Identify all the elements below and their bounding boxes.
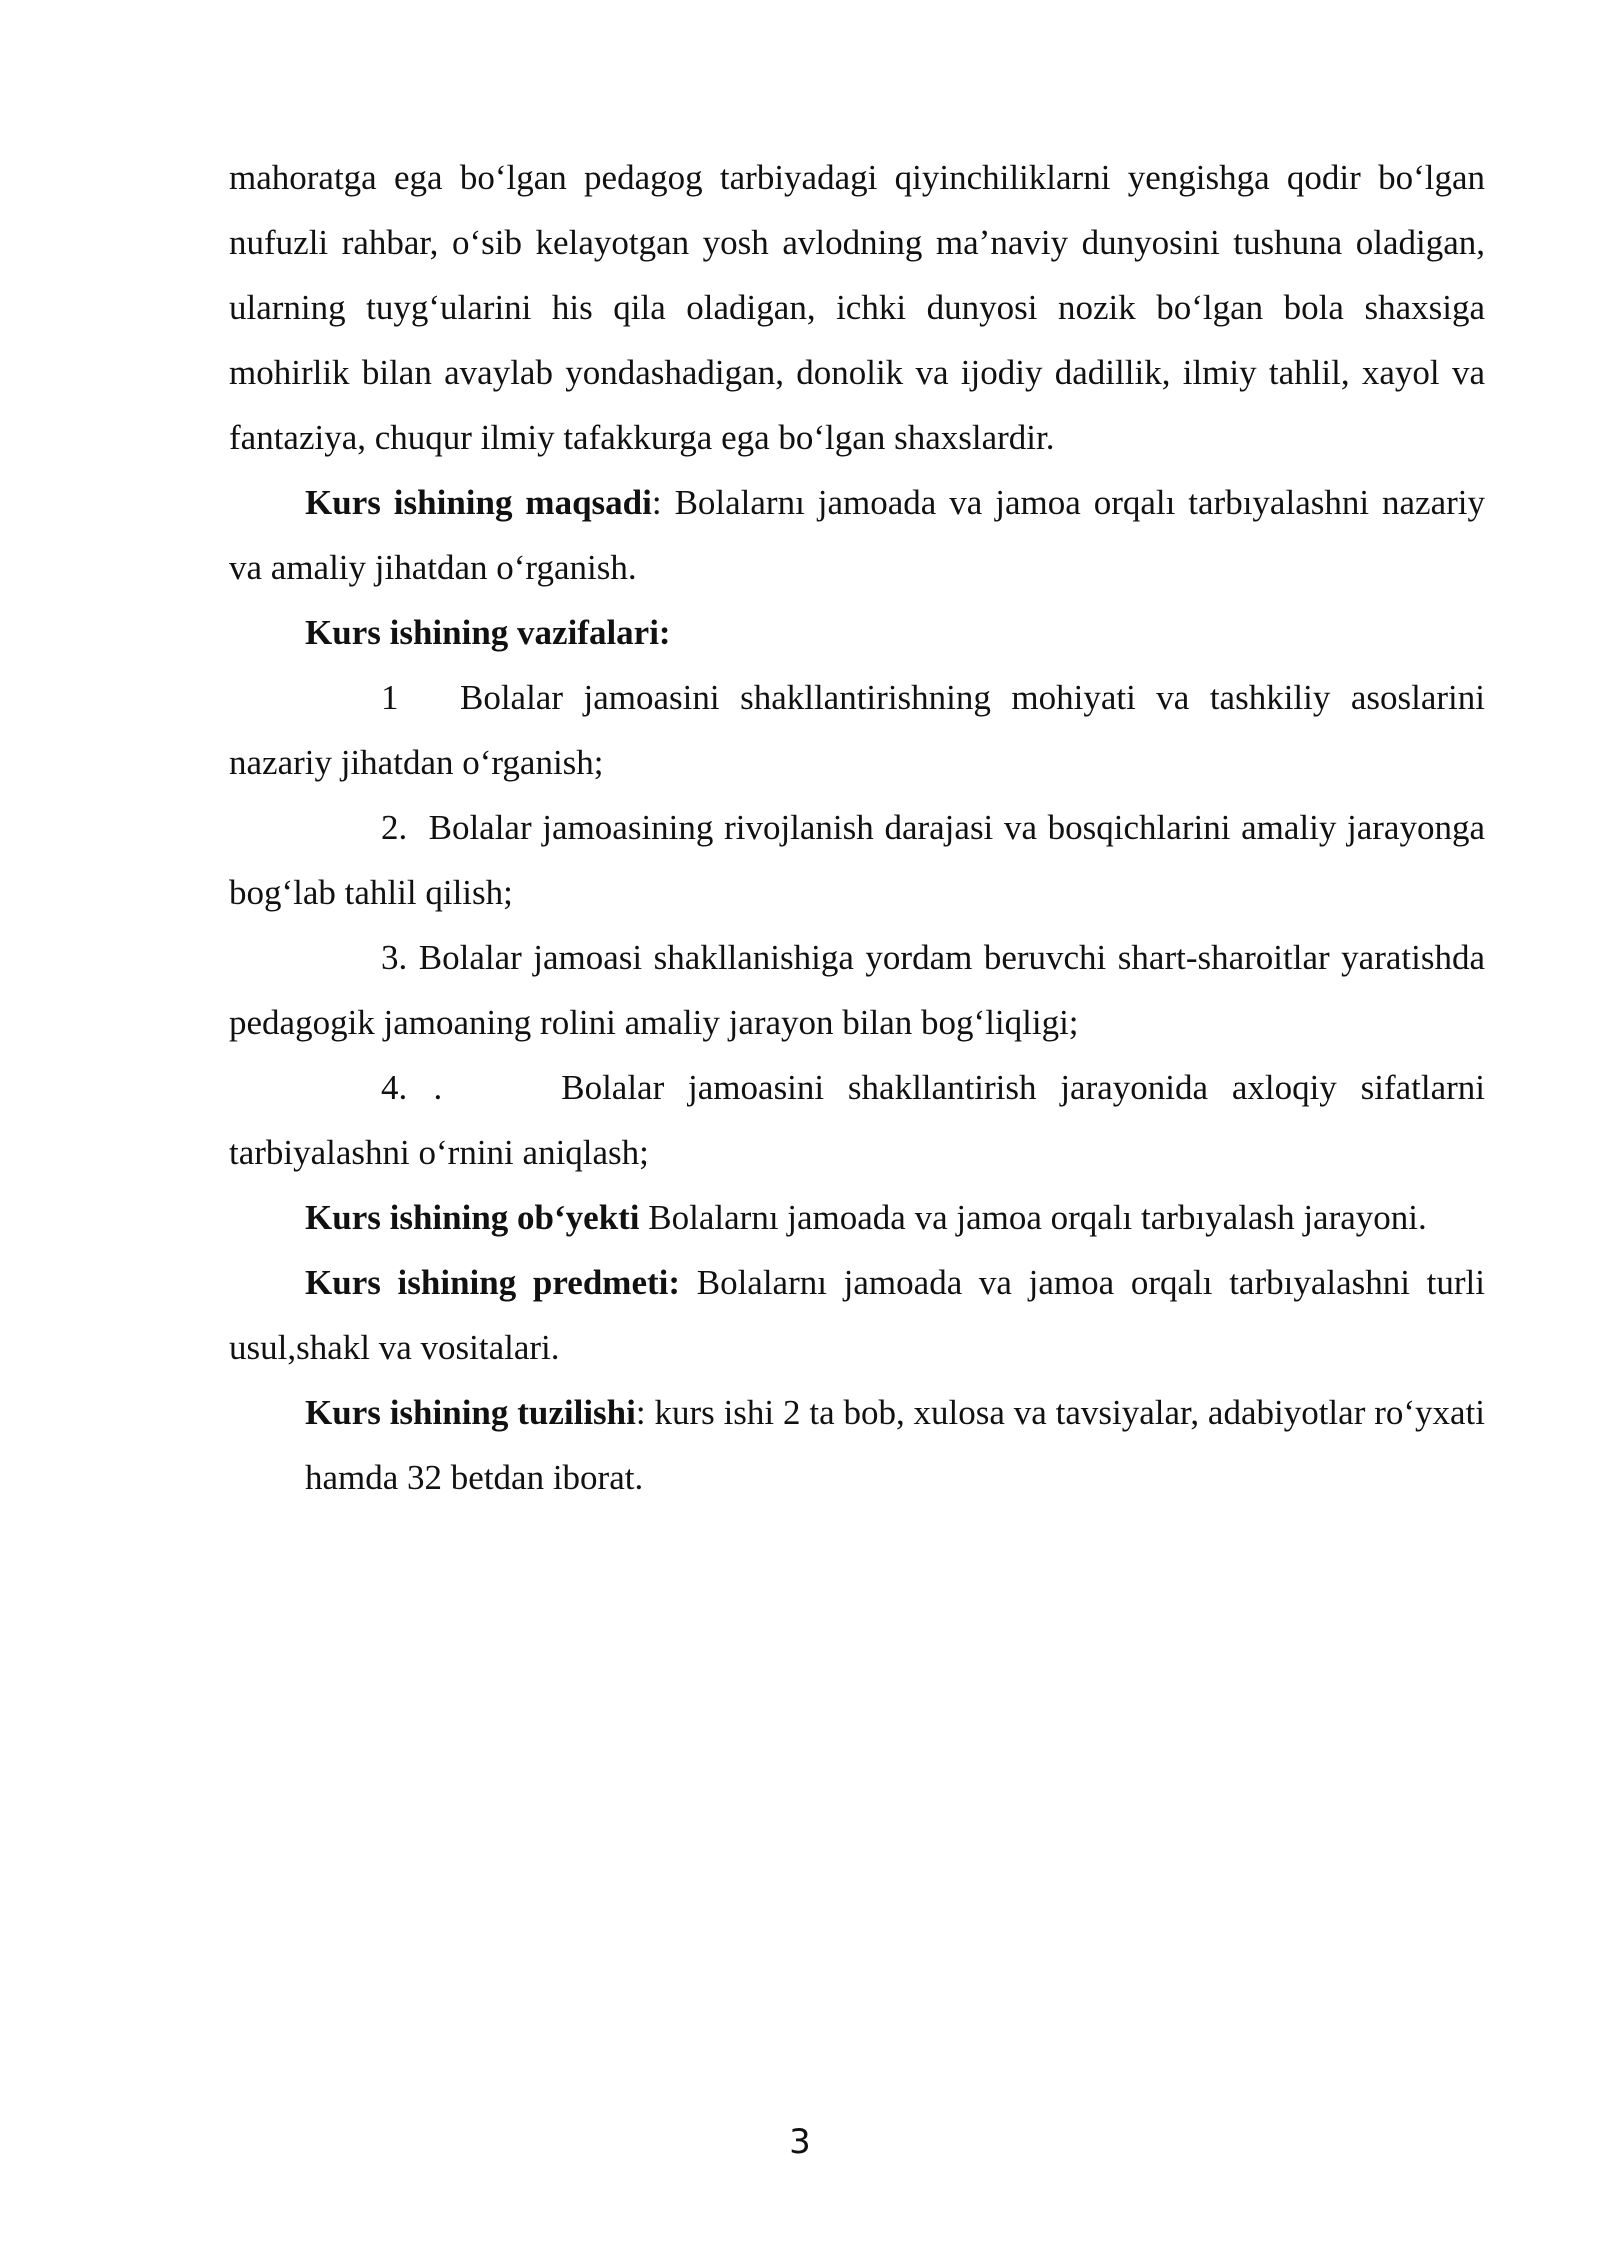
task-item-1	[229, 665, 1485, 795]
task-text: Bolalar jamoasining rivojlanish darajasi va bosqichlarini amaliy jarayonga bogʻlab tahlil qilish;	[229, 808, 1486, 912]
tasks-heading: Kurs ishining vazifalari:	[305, 613, 671, 652]
structure-text: kurs ishi 2 ta bob, xulosa va tavsiyalar, adabiyotlar roʻyxati hamda 32 betdan iborat.	[305, 1393, 1485, 1497]
task-text: Bolalar jamoasini shakllantirish jarayonida axloqiy sifatlarni tarbiyalashni oʻrnini aniqlash;	[229, 1068, 1485, 1172]
subject-paragraph	[229, 1250, 1485, 1380]
goal-label: Kurs ishining maqsadi	[305, 483, 652, 522]
task-item-2	[229, 795, 1485, 925]
goal-separator: :	[651, 483, 675, 522]
task-number: 2.	[381, 808, 408, 847]
task-text: Bolalar jamoasini shakllantirishning mohiyati va tashkiliy asoslarini nazariy jihatdan oʻrganish;	[229, 678, 1486, 782]
document-body	[229, 145, 1485, 1510]
intro-paragraph: mahoratga ega boʻlgan pedagog tarbiyadagi qiyinchiliklarni yengishga qodir boʻlgan nufuzli rahbar, oʻsib kelayotgan yosh avlodning maʼnaviy dunyosini tushuna oladigan, ularning tuygʻularini his qila oladigan, ichki dunyosi nozik boʻlgan bola shaxsiga mohirlik bilan avaylab yondashadigan, donolik va ijodiy dadillik, ilmiy tahlil, xayol va fantaziya, chuqur ilmiy tafakkurga ega boʻlgan shaxslardir.	[229, 158, 1485, 457]
goal-paragraph	[229, 470, 1485, 600]
task-item-3	[229, 925, 1485, 1055]
task-item-4	[229, 1055, 1485, 1185]
task-number: 4. .	[381, 1068, 443, 1107]
object-paragraph	[229, 1185, 1485, 1250]
object-text: Bolalarnı jamoada va jamoa orqalı tarbıyalash jarayoni.	[648, 1198, 1427, 1237]
task-number: 1	[381, 678, 399, 717]
task-number: 3.	[381, 938, 408, 977]
structure-label: Kurs ishining tuzilishi	[305, 1393, 636, 1432]
task-text: Bolalar jamoasi shakllanishiga yordam beruvchi shart-sharoitlar yaratishda pedagogik jamoaning rolini amaliy jarayon bilan bogʻliqligi;	[229, 938, 1485, 1042]
object-label: Kurs ishining obʻyekti	[305, 1198, 640, 1237]
structure-paragraph	[229, 1380, 1485, 1510]
subject-label: Kurs ishining predmeti:	[305, 1263, 681, 1302]
subject-text: Bolalarnı jamoada va jamoa orqalı tarbıyalashni turli usul,shakl va vositalari.	[229, 1263, 1485, 1367]
structure-separator: :	[635, 1393, 655, 1432]
page-number: 3	[789, 2122, 811, 2162]
goal-text: Bolalarnı jamoada va jamoa orqalı tarbıyalashni nazariy va amaliy jihatdan oʻrganish.	[229, 483, 1486, 587]
